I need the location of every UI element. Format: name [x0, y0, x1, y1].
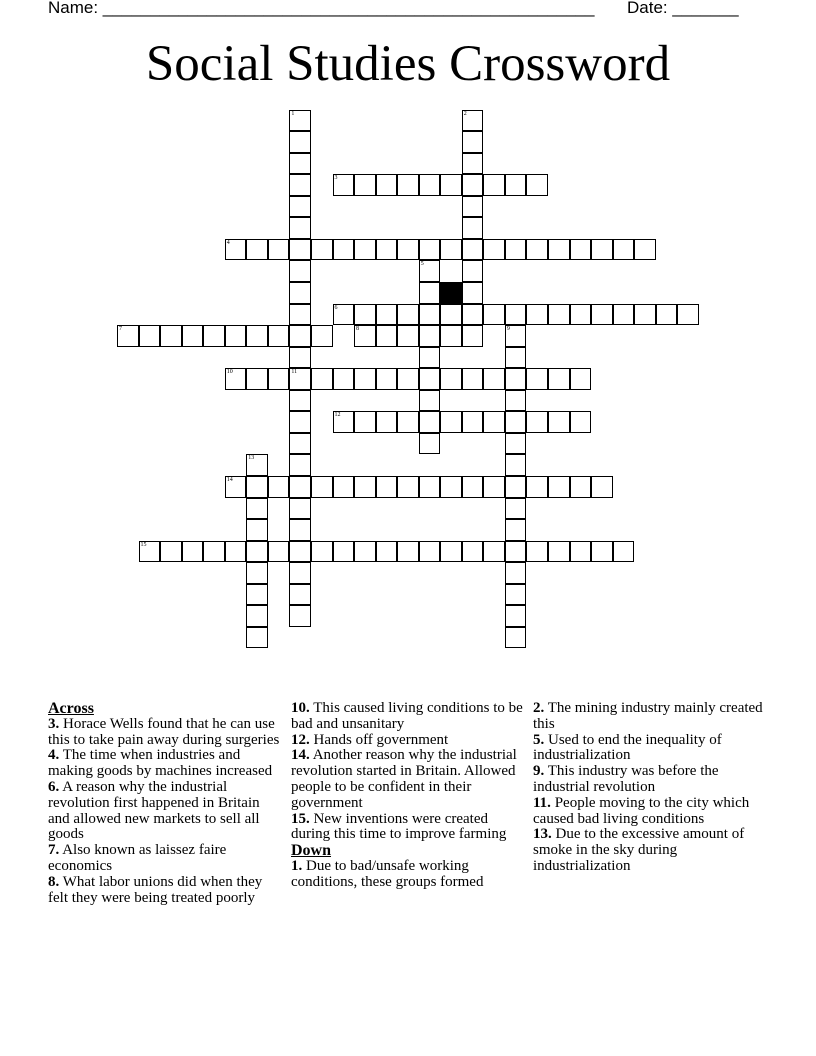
clue-text: Hands off government: [313, 731, 449, 748]
crossword-cell[interactable]: [419, 476, 441, 498]
crossword-cell[interactable]: [397, 541, 419, 563]
crossword-cell[interactable]: [419, 282, 441, 304]
clue-column-1: [48, 701, 284, 906]
crossword-cell[interactable]: [462, 476, 484, 498]
crossword-cell[interactable]: [462, 260, 484, 282]
crossword-cell[interactable]: [333, 411, 355, 433]
clue-down-2: [533, 701, 769, 733]
crossword-cell[interactable]: [225, 325, 247, 347]
clue-number: 11.: [533, 794, 551, 811]
crossword-cell[interactable]: [440, 174, 462, 196]
clue-across-8: [48, 875, 284, 907]
crossword-cell[interactable]: [570, 304, 592, 326]
crossword-cell[interactable]: [311, 368, 333, 390]
clue-number: 12.: [291, 731, 310, 748]
down-heading: Down: [291, 842, 332, 860]
crossword-cell[interactable]: [289, 541, 311, 563]
clue-across-14: [291, 748, 527, 811]
crossword-cell[interactable]: [526, 174, 548, 196]
crossword-cell[interactable]: [591, 541, 613, 563]
clue-down-13: [533, 827, 769, 874]
clue-column-2: [291, 701, 527, 891]
clue-down-11: [533, 796, 769, 828]
crossword-cell[interactable]: [311, 239, 333, 261]
crossword-cell[interactable]: [289, 411, 311, 433]
crossword-cell[interactable]: [354, 476, 376, 498]
crossword-cell[interactable]: [570, 476, 592, 498]
crossword-cell[interactable]: [289, 390, 311, 412]
crossword-cell[interactable]: [268, 541, 290, 563]
crossword-cell[interactable]: [483, 476, 505, 498]
date-field-label: Date: _______: [627, 0, 739, 17]
crossword-cell[interactable]: [246, 239, 268, 261]
crossword-cell[interactable]: [462, 153, 484, 175]
crossword-cell[interactable]: [570, 541, 592, 563]
cell-number: 1: [291, 110, 295, 117]
clue-text: The mining industry mainly created this: [533, 700, 763, 732]
crossword-cell[interactable]: [289, 368, 311, 390]
crossword-cell[interactable]: [483, 411, 505, 433]
clue-text: A reason why the industrial revolution first happened in Britain and allowed new markets to sell all goods: [48, 778, 260, 843]
crossword-cell[interactable]: [548, 476, 570, 498]
crossword-cell[interactable]: [505, 411, 527, 433]
cell-number: 12: [334, 412, 341, 419]
crossword-cell[interactable]: [397, 411, 419, 433]
crossword-cell[interactable]: [333, 368, 355, 390]
crossword-cell[interactable]: [289, 584, 311, 606]
crossword-cell[interactable]: [634, 304, 656, 326]
crossword-cell[interactable]: [354, 541, 376, 563]
crossword-cell[interactable]: [505, 433, 527, 455]
crossword-cell[interactable]: [440, 411, 462, 433]
clue-text: Also known as laissez faire economics: [48, 842, 227, 874]
crossword-cell[interactable]: [505, 627, 527, 649]
clue-column-3: [533, 701, 769, 875]
crossword-cell[interactable]: [570, 239, 592, 261]
crossword-cell[interactable]: [656, 304, 678, 326]
crossword-cell[interactable]: [246, 325, 268, 347]
crossword-cell[interactable]: [419, 390, 441, 412]
crossword-cell[interactable]: [462, 368, 484, 390]
crossword-cell[interactable]: [570, 411, 592, 433]
clue-text: New inventions were created during this time to improve farming: [291, 810, 507, 843]
crossword-cell[interactable]: [419, 174, 441, 196]
crossword-cell[interactable]: [289, 282, 311, 304]
crossword-black-cell: [440, 282, 462, 304]
crossword-cell[interactable]: [505, 519, 527, 541]
clue-across-7: [48, 843, 284, 875]
crossword-cell[interactable]: [246, 584, 268, 606]
crossword-cell[interactable]: [333, 476, 355, 498]
crossword-cell[interactable]: [376, 541, 398, 563]
crossword-cell[interactable]: [591, 304, 613, 326]
crossword-cell[interactable]: [246, 627, 268, 649]
crossword-cell[interactable]: [289, 131, 311, 153]
crossword-cell[interactable]: [483, 304, 505, 326]
crossword-cell[interactable]: [419, 433, 441, 455]
crossword-cell[interactable]: [354, 325, 376, 347]
across-heading: Across: [48, 700, 94, 717]
crossword-cell[interactable]: [139, 541, 161, 563]
clue-number: 15.: [291, 810, 310, 827]
crossword-cell[interactable]: [526, 368, 548, 390]
clue-number: 7.: [48, 842, 60, 859]
cell-number: 8: [356, 326, 360, 333]
crossword-cell[interactable]: [311, 541, 333, 563]
clue-text: Another reason why the industrial revolution started in Britain. Allowed people to be confident in their government: [291, 747, 517, 811]
crossword-cell[interactable]: [289, 110, 311, 132]
clue-number: 9.: [533, 763, 545, 780]
cell-number: 5: [420, 261, 424, 268]
crossword-cell[interactable]: [483, 541, 505, 563]
crossword-cell[interactable]: [505, 325, 527, 347]
crossword-cell[interactable]: [548, 239, 570, 261]
crossword-cell[interactable]: [462, 304, 484, 326]
clue-text: This industry was before the industrial revolution: [533, 763, 719, 795]
crossword-cell[interactable]: [376, 304, 398, 326]
crossword-cell[interactable]: [419, 411, 441, 433]
crossword-cell[interactable]: [376, 368, 398, 390]
crossword-cell[interactable]: [505, 454, 527, 476]
crossword-cell[interactable]: [505, 476, 527, 498]
crossword-cell[interactable]: [591, 239, 613, 261]
crossword-cell[interactable]: [505, 368, 527, 390]
crossword-cell[interactable]: [376, 476, 398, 498]
crossword-cell[interactable]: [182, 541, 204, 563]
clue-text: What labor unions did when they felt they were being treated poorly: [48, 873, 263, 906]
crossword-cell[interactable]: [289, 476, 311, 498]
crossword-cell[interactable]: [289, 454, 311, 476]
crossword-cell[interactable]: [354, 304, 376, 326]
crossword-cell[interactable]: [268, 476, 290, 498]
crossword-cell[interactable]: [462, 174, 484, 196]
crossword-cell[interactable]: [462, 239, 484, 261]
crossword-cell[interactable]: [225, 476, 247, 498]
crossword-cell[interactable]: [289, 153, 311, 175]
crossword-cell[interactable]: [419, 368, 441, 390]
crossword-cell[interactable]: [397, 325, 419, 347]
crossword-cell[interactable]: [419, 304, 441, 326]
clue-across-3: [48, 717, 284, 749]
clue-text: Due to bad/unsafe working conditions, these groups formed: [291, 857, 484, 890]
crossword-cell[interactable]: [462, 325, 484, 347]
crossword-cell[interactable]: [289, 433, 311, 455]
crossword-cell[interactable]: [246, 562, 268, 584]
crossword-cell[interactable]: [376, 174, 398, 196]
crossword-cell[interactable]: [462, 131, 484, 153]
crossword-cell[interactable]: [440, 239, 462, 261]
crossword-cell[interactable]: [246, 368, 268, 390]
crossword-cell[interactable]: [354, 411, 376, 433]
cell-number: 6: [334, 304, 338, 311]
crossword-cell[interactable]: [570, 368, 592, 390]
crossword-cell[interactable]: [289, 562, 311, 584]
crossword-cell[interactable]: [462, 541, 484, 563]
cell-number: 4: [226, 239, 230, 246]
clue-down-9: [533, 764, 769, 796]
crossword-cell[interactable]: [289, 498, 311, 520]
clue-text: The time when industries and making goods by machines increased: [48, 747, 273, 780]
crossword-cell[interactable]: [419, 541, 441, 563]
crossword-cell[interactable]: [505, 239, 527, 261]
crossword-cell[interactable]: [117, 325, 139, 347]
clue-number: 8.: [48, 873, 60, 890]
crossword-cell[interactable]: [333, 239, 355, 261]
crossword-cell[interactable]: [354, 368, 376, 390]
clue-text: People moving to the city which caused bad living conditions: [533, 794, 750, 827]
crossword-cell[interactable]: [526, 476, 548, 498]
clue-across-10: [291, 701, 527, 733]
crossword-cell[interactable]: [160, 541, 182, 563]
crossword-cell[interactable]: [462, 217, 484, 239]
cell-number: 2: [463, 110, 467, 117]
crossword-cell[interactable]: [419, 239, 441, 261]
crossword-cell[interactable]: [505, 562, 527, 584]
crossword-cell[interactable]: [376, 239, 398, 261]
crossword-cell[interactable]: [677, 304, 699, 326]
crossword-cell[interactable]: [203, 541, 225, 563]
crossword-cell[interactable]: [268, 239, 290, 261]
crossword-cell[interactable]: [333, 304, 355, 326]
clue-text: This caused living conditions to be bad and unsanitary: [291, 700, 523, 732]
crossword-cell[interactable]: [505, 174, 527, 196]
clue-number: 6.: [48, 778, 60, 795]
crossword-cell[interactable]: [289, 347, 311, 369]
crossword-cell[interactable]: [440, 476, 462, 498]
crossword-cell[interactable]: [440, 368, 462, 390]
crossword-cell[interactable]: [289, 260, 311, 282]
crossword-cell[interactable]: [225, 368, 247, 390]
crossword-cell[interactable]: [311, 476, 333, 498]
crossword-cell[interactable]: [419, 325, 441, 347]
crossword-cell[interactable]: [289, 605, 311, 627]
crossword-cell[interactable]: [333, 174, 355, 196]
crossword-cell[interactable]: [462, 110, 484, 132]
crossword-cell[interactable]: [397, 174, 419, 196]
cell-number: 15: [140, 541, 147, 548]
clue-number: 10.: [291, 700, 310, 716]
clue-across-6: [48, 780, 284, 843]
crossword-cell[interactable]: [548, 304, 570, 326]
crossword-cell[interactable]: [505, 541, 527, 563]
crossword-cell[interactable]: [397, 476, 419, 498]
crossword-cell[interactable]: [246, 498, 268, 520]
cell-number: 9: [506, 326, 510, 333]
crossword-cell[interactable]: [505, 605, 527, 627]
crossword-cell[interactable]: [462, 196, 484, 218]
crossword-cell[interactable]: [397, 239, 419, 261]
crossword-cell[interactable]: [440, 325, 462, 347]
crossword-cell[interactable]: [139, 325, 161, 347]
crossword-cell[interactable]: [246, 476, 268, 498]
clue-number: 3.: [48, 715, 60, 732]
cell-number: 13: [248, 455, 255, 462]
crossword-cell[interactable]: [182, 325, 204, 347]
crossword-cell[interactable]: [289, 325, 311, 347]
crossword-cell[interactable]: [613, 239, 635, 261]
crossword-cell[interactable]: [526, 411, 548, 433]
cell-number: 7: [119, 326, 122, 333]
crossword-cell[interactable]: [526, 239, 548, 261]
crossword-cell[interactable]: [311, 325, 333, 347]
crossword-cell[interactable]: [268, 368, 290, 390]
crossword-cell[interactable]: [246, 541, 268, 563]
crossword-cell[interactable]: [376, 411, 398, 433]
crossword-cell[interactable]: [289, 519, 311, 541]
crossword-cell[interactable]: [289, 239, 311, 261]
clue-number: 2.: [533, 700, 545, 716]
cell-number: 14: [226, 476, 233, 483]
crossword-cell[interactable]: [246, 605, 268, 627]
crossword-cell[interactable]: [505, 584, 527, 606]
crossword-cell[interactable]: [591, 476, 613, 498]
cell-number: 10: [226, 369, 233, 376]
clue-text: Due to the excessive amount of smoke in the sky during industrialization: [533, 826, 745, 874]
clue-down-5: [533, 733, 769, 765]
crossword-cell[interactable]: [203, 325, 225, 347]
name-field-label: Name: ____________________________________________________: [48, 0, 595, 17]
crossword-cell[interactable]: [419, 347, 441, 369]
cell-number: 3: [334, 175, 338, 182]
clue-number: 1.: [291, 857, 303, 874]
crossword-cell[interactable]: [526, 304, 548, 326]
crossword-cell[interactable]: [354, 239, 376, 261]
crossword-cell[interactable]: [613, 541, 635, 563]
crossword-cell[interactable]: [246, 454, 268, 476]
crossword-cell[interactable]: [225, 541, 247, 563]
crossword-cell[interactable]: [419, 260, 441, 282]
crossword-cell[interactable]: [505, 498, 527, 520]
crossword-cell[interactable]: [246, 519, 268, 541]
crossword-cell[interactable]: [268, 325, 290, 347]
crossword-cell[interactable]: [397, 304, 419, 326]
crossword-cell[interactable]: [462, 411, 484, 433]
clue-across-4: [48, 748, 284, 780]
crossword-cell[interactable]: [613, 304, 635, 326]
crossword-cell[interactable]: [440, 304, 462, 326]
crossword-cell[interactable]: [289, 217, 311, 239]
clue-number: 4.: [48, 747, 60, 764]
clue-text: Used to end the inequality of industrialization: [533, 731, 722, 764]
crossword-cell[interactable]: [376, 325, 398, 347]
crossword-cell[interactable]: [289, 174, 311, 196]
crossword-cell[interactable]: [462, 282, 484, 304]
crossword-cell[interactable]: [440, 541, 462, 563]
cell-number: 11: [291, 369, 298, 376]
crossword-cell[interactable]: [333, 541, 355, 563]
crossword-cell[interactable]: [289, 196, 311, 218]
crossword-cell[interactable]: [354, 174, 376, 196]
clue-across-15: [291, 812, 527, 844]
clue-number: 5.: [533, 731, 545, 748]
crossword-cell[interactable]: [160, 325, 182, 347]
clue-text: Horace Wells found that he can use this to take pain away during surgeries: [48, 715, 280, 748]
clue-number: 14.: [291, 747, 310, 764]
crossword-cell[interactable]: [526, 541, 548, 563]
crossword-cell[interactable]: [289, 304, 311, 326]
clue-number: 13.: [533, 826, 552, 843]
clue-across-12: [291, 733, 527, 749]
crossword-cell[interactable]: [483, 368, 505, 390]
crossword-cell[interactable]: [548, 368, 570, 390]
clue-down-1: [291, 859, 527, 891]
crossword-cell[interactable]: [505, 347, 527, 369]
crossword-cell[interactable]: [225, 239, 247, 261]
crossword-cell[interactable]: [548, 541, 570, 563]
crossword-cell[interactable]: [483, 239, 505, 261]
crossword-cell[interactable]: [634, 239, 656, 261]
crossword-cell[interactable]: [548, 411, 570, 433]
crossword-cell[interactable]: [505, 304, 527, 326]
crossword-cell[interactable]: [397, 368, 419, 390]
page-title: Social Studies Crossword: [145, 36, 671, 92]
crossword-cell[interactable]: [505, 390, 527, 412]
crossword-cell[interactable]: [483, 174, 505, 196]
